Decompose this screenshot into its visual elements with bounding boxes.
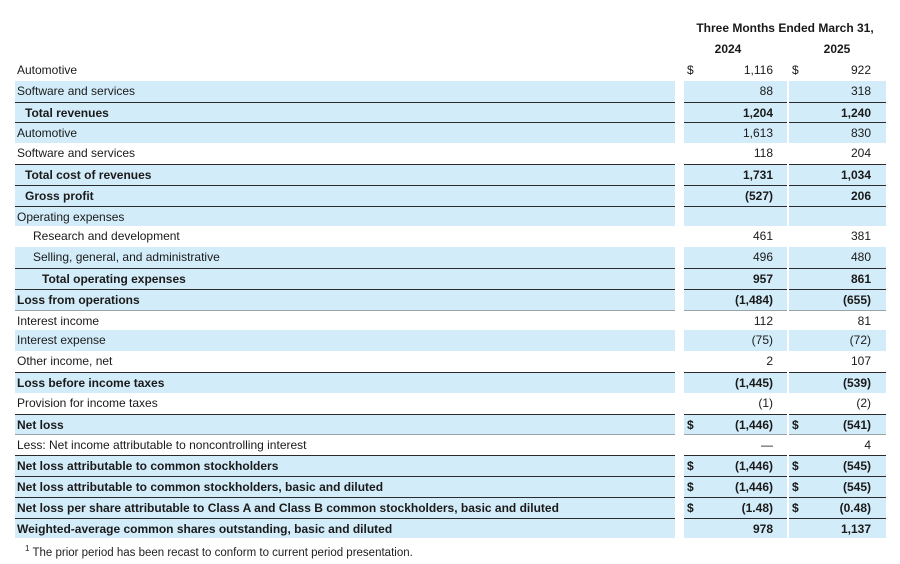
table-row bbox=[15, 268, 886, 289]
table-row bbox=[15, 164, 886, 185]
value-2025: (72) bbox=[849, 333, 871, 348]
row-label: Total cost of revenues bbox=[15, 164, 675, 185]
table-row bbox=[15, 455, 886, 476]
currency-symbol: $ bbox=[792, 500, 799, 515]
value-2024: 496 bbox=[752, 250, 773, 265]
table-row bbox=[15, 434, 886, 455]
value-2024: 88 bbox=[759, 83, 773, 98]
value-2024: 1,204 bbox=[742, 105, 773, 120]
value-2024: (1,446) bbox=[734, 417, 773, 432]
table-row bbox=[15, 518, 886, 539]
value-2024: (75) bbox=[751, 333, 773, 348]
value-2025: 830 bbox=[850, 126, 871, 141]
row-label: Provision for income taxes bbox=[17, 395, 158, 410]
currency-symbol: $ bbox=[687, 63, 694, 77]
row-label: Automotive bbox=[15, 122, 675, 143]
value-2025: 381 bbox=[850, 229, 871, 244]
currency-symbol: $ bbox=[792, 63, 799, 77]
footnote bbox=[25, 544, 413, 559]
row-label: Loss before income taxes bbox=[15, 372, 675, 393]
value-2024: — bbox=[761, 438, 773, 453]
value-2025: 922 bbox=[850, 63, 871, 77]
value-2025: (539) bbox=[842, 375, 871, 390]
row-label: Total operating expenses bbox=[15, 268, 675, 289]
row-label: Net loss attributable to common stockholders bbox=[15, 455, 675, 476]
value-2024: 1,116 bbox=[743, 63, 773, 77]
value-2025: 861 bbox=[850, 271, 871, 286]
footnote-text: The prior period has been recast to conform to current period presentation. bbox=[32, 546, 413, 559]
row-label: Loss from operations bbox=[15, 289, 675, 310]
year-2025-header: 2025 bbox=[823, 42, 851, 56]
row-label: Net loss bbox=[15, 414, 675, 435]
statement-table bbox=[15, 60, 886, 538]
currency-symbol: $ bbox=[792, 417, 799, 432]
row-label: Software and services bbox=[15, 81, 675, 102]
row-label: Net loss attributable to common stockholders, basic and diluted bbox=[15, 476, 675, 497]
row-label: Total revenues bbox=[15, 102, 675, 123]
table-row bbox=[15, 372, 886, 393]
value-2024: (1,446) bbox=[734, 479, 773, 494]
value-2025: (545) bbox=[842, 459, 871, 474]
value-2024: 978 bbox=[752, 521, 773, 536]
value-2024: (1,445) bbox=[734, 375, 773, 390]
value-2024: 1,731 bbox=[742, 167, 773, 182]
row-label: Gross profit bbox=[15, 185, 675, 206]
period-header: Three Months Ended March 31, bbox=[696, 21, 874, 35]
currency-symbol: $ bbox=[792, 479, 799, 494]
value-2025: 1,240 bbox=[840, 105, 871, 120]
table-row bbox=[15, 497, 886, 518]
value-2024: 112 bbox=[753, 313, 773, 328]
value-2025: 204 bbox=[850, 146, 871, 161]
value-2025: (655) bbox=[842, 292, 871, 307]
table-row bbox=[15, 143, 886, 164]
table-row bbox=[15, 122, 886, 143]
currency-symbol: $ bbox=[687, 479, 694, 494]
value-2024: (527) bbox=[744, 188, 773, 203]
value-2025: 4 bbox=[864, 438, 871, 453]
currency-symbol: $ bbox=[687, 459, 694, 474]
table-row bbox=[15, 206, 886, 227]
footnote-marker: 1 bbox=[25, 544, 30, 553]
table-row bbox=[15, 393, 886, 414]
value-2024: 2 bbox=[766, 354, 773, 369]
value-2025: 107 bbox=[850, 354, 871, 369]
table-row bbox=[15, 185, 886, 206]
value-2025: (2) bbox=[856, 395, 871, 410]
value-2024: 957 bbox=[752, 271, 773, 286]
value-2024: (1) bbox=[758, 395, 773, 410]
row-label: Interest expense bbox=[15, 330, 675, 351]
value-2024: 1,613 bbox=[742, 126, 773, 141]
table-row bbox=[15, 476, 886, 497]
currency-symbol: $ bbox=[687, 417, 694, 432]
currency-symbol: $ bbox=[792, 459, 799, 474]
table-row bbox=[15, 226, 886, 247]
table-row bbox=[15, 247, 886, 268]
value-2025: 1,034 bbox=[840, 167, 871, 182]
value-2025: 81 bbox=[857, 313, 871, 328]
row-label: Research and development bbox=[33, 229, 180, 244]
table-row bbox=[15, 414, 886, 435]
table-row bbox=[15, 289, 886, 310]
year-2024-header: 2024 bbox=[714, 42, 742, 56]
row-label: Other income, net bbox=[17, 354, 113, 369]
table-row bbox=[15, 310, 886, 331]
table-row bbox=[15, 330, 886, 351]
table-row bbox=[15, 102, 886, 123]
value-2024: 461 bbox=[752, 229, 773, 244]
row-label: Selling, general, and administrative bbox=[15, 247, 675, 268]
table-row bbox=[15, 81, 886, 102]
value-2025: 480 bbox=[850, 250, 871, 265]
table-row bbox=[15, 351, 886, 372]
value-2025: 206 bbox=[850, 188, 871, 203]
value-2025: 318 bbox=[850, 83, 871, 98]
value-2025: (545) bbox=[842, 479, 871, 494]
row-label: Operating expenses bbox=[15, 206, 675, 227]
value-2024: (1,446) bbox=[734, 459, 773, 474]
value-2024: 118 bbox=[753, 146, 773, 161]
table-row bbox=[15, 60, 886, 81]
row-label: Interest income bbox=[15, 310, 675, 331]
row-label: Software and services bbox=[17, 146, 136, 161]
value-2024: (1.48) bbox=[741, 500, 773, 515]
value-2024: (1,484) bbox=[734, 292, 773, 307]
value-2025: (541) bbox=[842, 417, 871, 432]
row-label: Weighted-average common shares outstanding, basic and diluted bbox=[15, 518, 675, 539]
row-label: Automotive bbox=[17, 63, 78, 77]
row-label: Less: Net income attributable to noncontrolling interest bbox=[15, 434, 675, 455]
value-2025: (0.48) bbox=[839, 500, 871, 515]
value-2025: 1,137 bbox=[840, 521, 871, 536]
row-label: Net loss per share attributable to Class A and Class B common stockholders, basic and diluted bbox=[15, 497, 675, 518]
currency-symbol: $ bbox=[687, 500, 694, 515]
